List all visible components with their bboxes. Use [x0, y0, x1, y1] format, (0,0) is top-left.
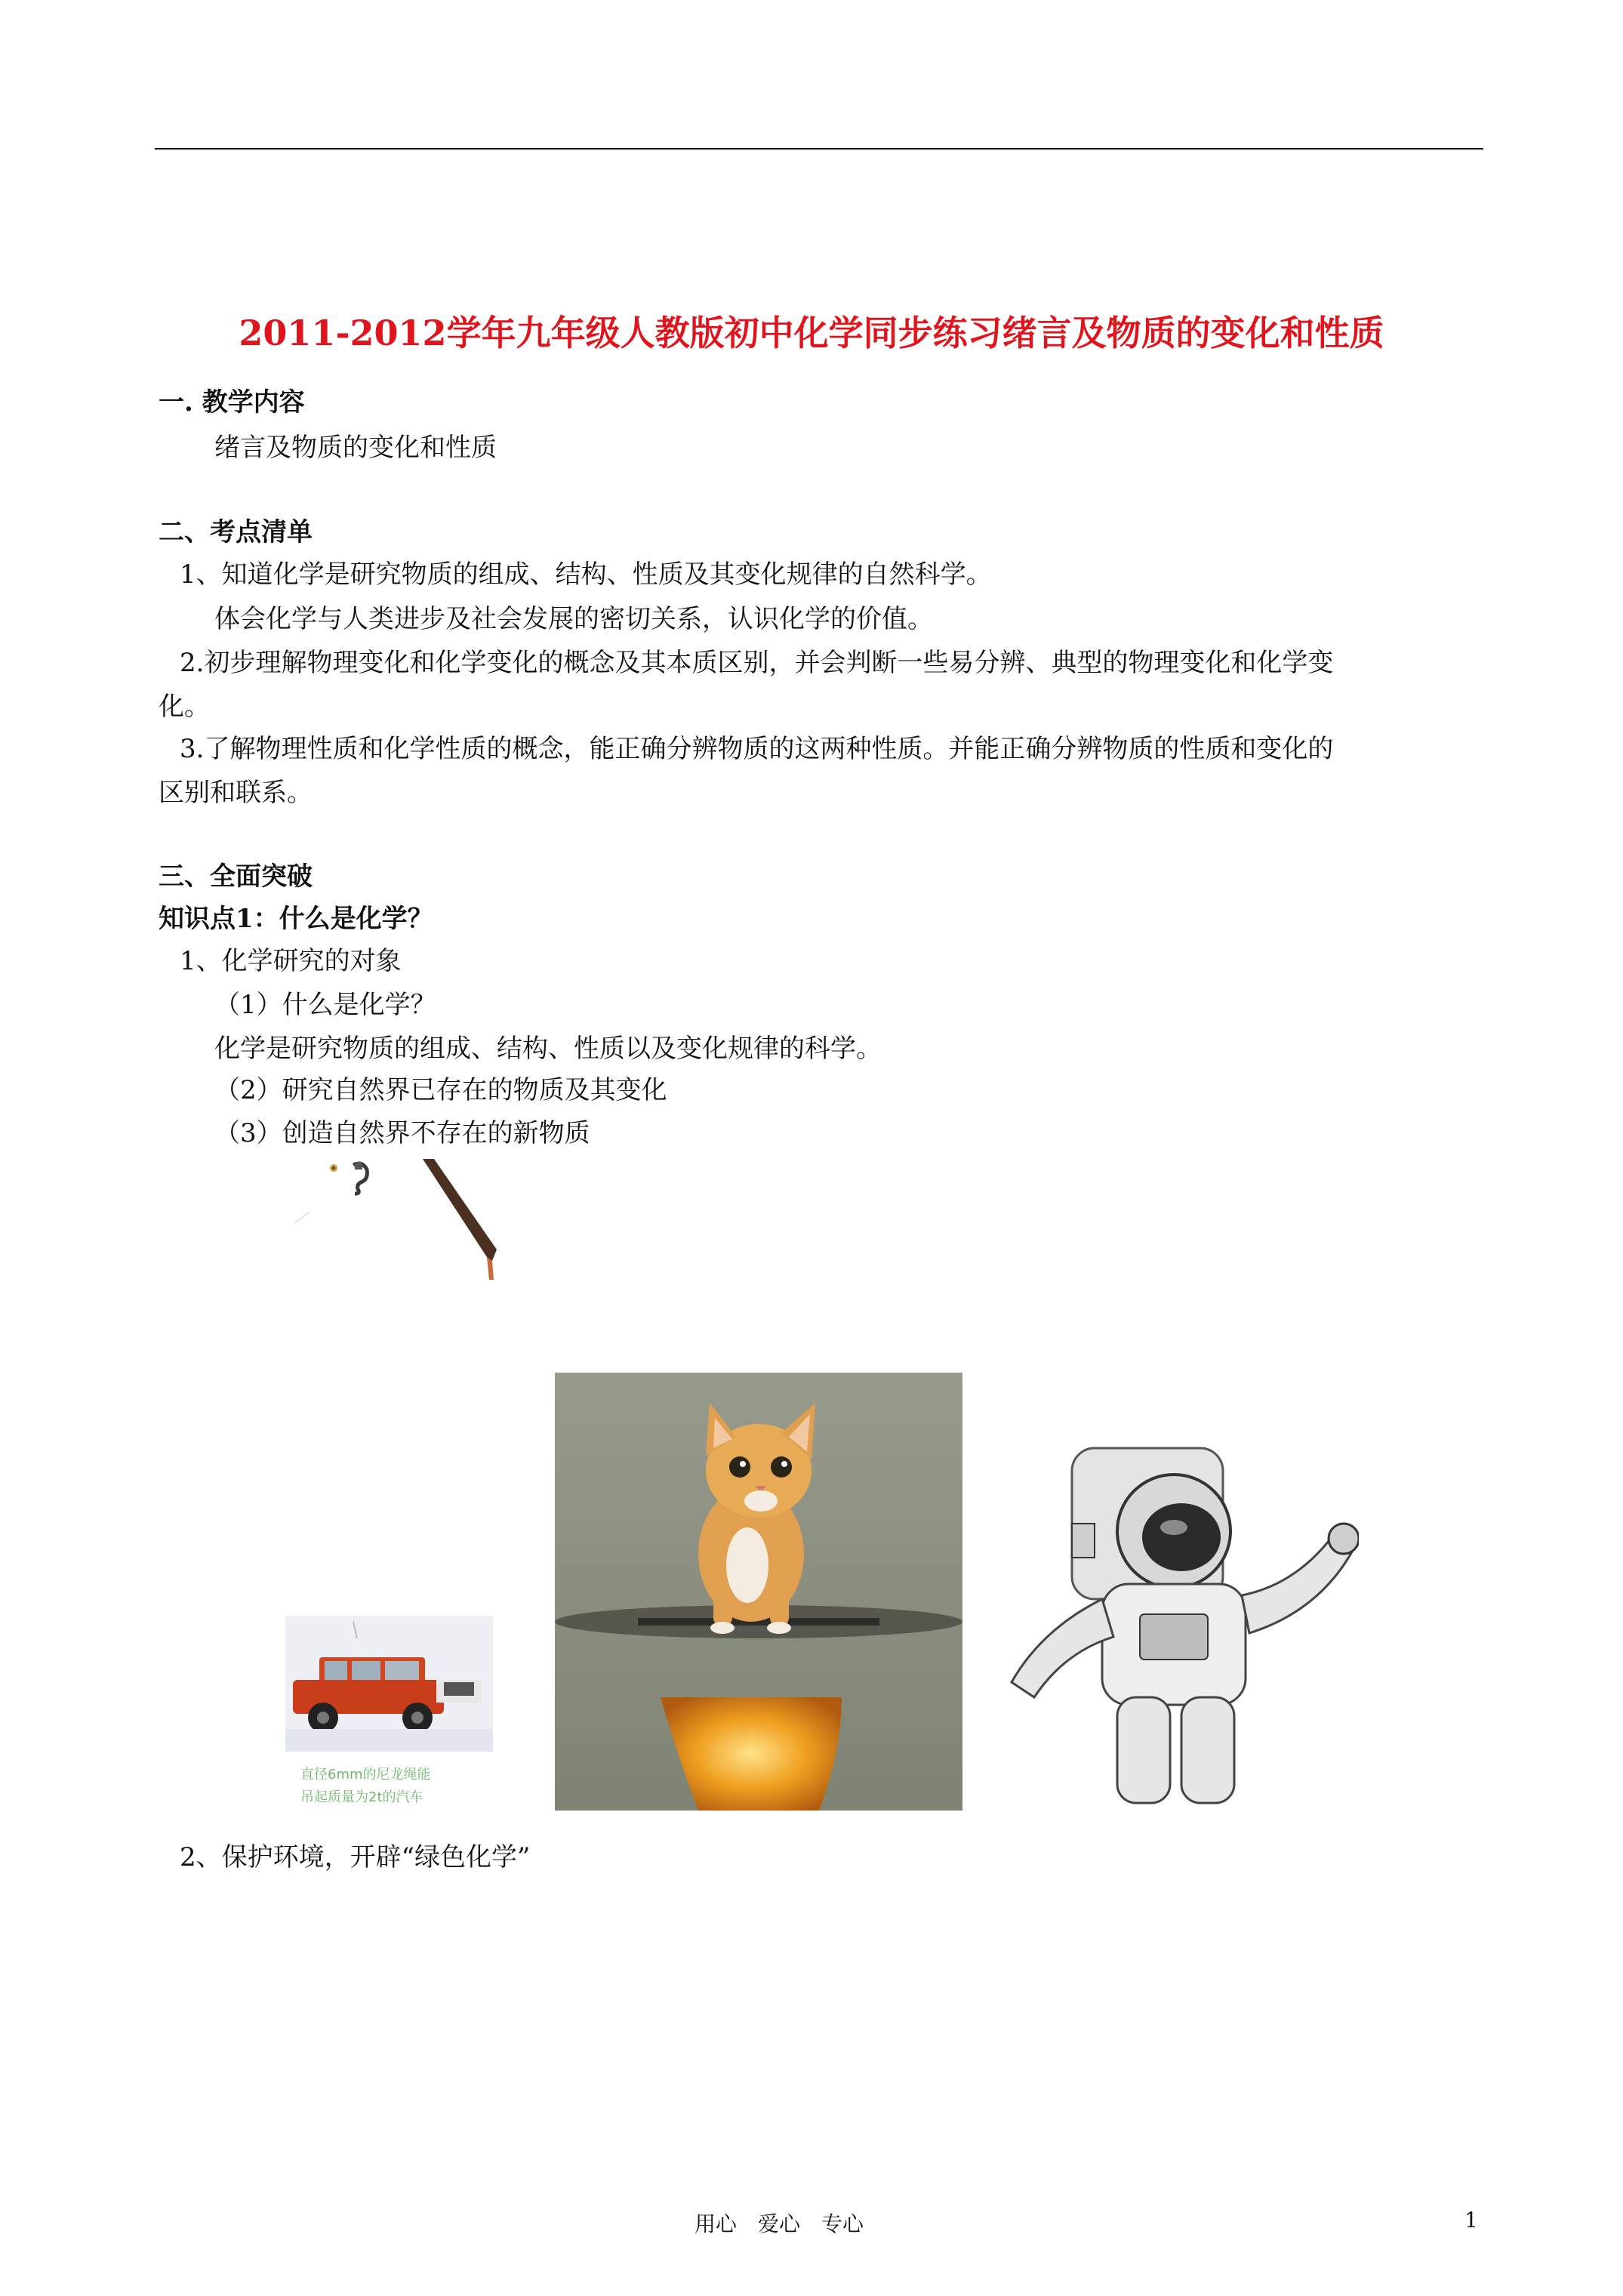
exam-point-3: 3.了解物理性质和化学性质的概念，能正确分辨物质的这两种性质。并能正确分辨物质的性质和变化的	[180, 734, 1334, 764]
astronaut-image	[981, 1433, 1359, 1812]
car-caption	[300, 1764, 431, 1809]
car-caption-line-1: 直径6mm的尼龙绳能	[300, 1767, 431, 1783]
exam-point-3-cont: 区别和联系。	[159, 778, 313, 808]
footer-motto: 用心 爱心 专心	[694, 2211, 864, 2236]
item-create-new: （3）创造自然界不存在的新物质	[214, 1118, 590, 1148]
exam-point-2: 2.初步理解物理变化和化学变化的概念及其本质区别，并会判断一些易分辨、典型的物理变化和化学变	[180, 648, 1334, 678]
subheading-green-chemistry: 2、保护环境，开辟“绿色化学”	[180, 1842, 531, 1872]
exam-point-1-cont: 体会化学与人类进步及社会发展的密切关系，认识化学的价值。	[214, 604, 933, 634]
document-title: 2011-2012学年九年级人教版初中化学同步练习绪言及物质的变化和性质	[239, 313, 1384, 353]
header-rule	[155, 148, 1483, 149]
section-heading-breakthrough: 三、全面突破	[159, 861, 313, 892]
crane-hook-image	[294, 1159, 506, 1280]
car-caption-line-2: 吊起质量为2t的汽车	[300, 1789, 423, 1805]
answer-definition: 化学是研究物质的组成、结构、性质以及变化规律的科学。	[214, 1034, 882, 1064]
car-image	[285, 1616, 493, 1752]
section-heading-exam-points: 二、考点清单	[159, 517, 313, 547]
section-heading-teaching-content: 一. 教学内容	[159, 387, 305, 418]
kitten-image	[555, 1373, 962, 1811]
question-what-is-chemistry: （1）什么是化学？	[214, 990, 436, 1020]
section-text: 绪言及物质的变化和性质	[214, 433, 497, 463]
subheading-research-object: 1、化学研究的对象	[180, 946, 402, 976]
page-number: 1	[1464, 2208, 1478, 2233]
knowledge-point-1: 知识点1：什么是化学？	[159, 904, 433, 934]
exam-point-2-cont: 化。	[159, 692, 210, 722]
exam-point-1: 1、知道化学是研究物质的组成、结构、性质及其变化规律的自然科学。	[180, 559, 992, 590]
item-research-natural: （2）研究自然界已存在的物质及其变化	[214, 1075, 667, 1105]
